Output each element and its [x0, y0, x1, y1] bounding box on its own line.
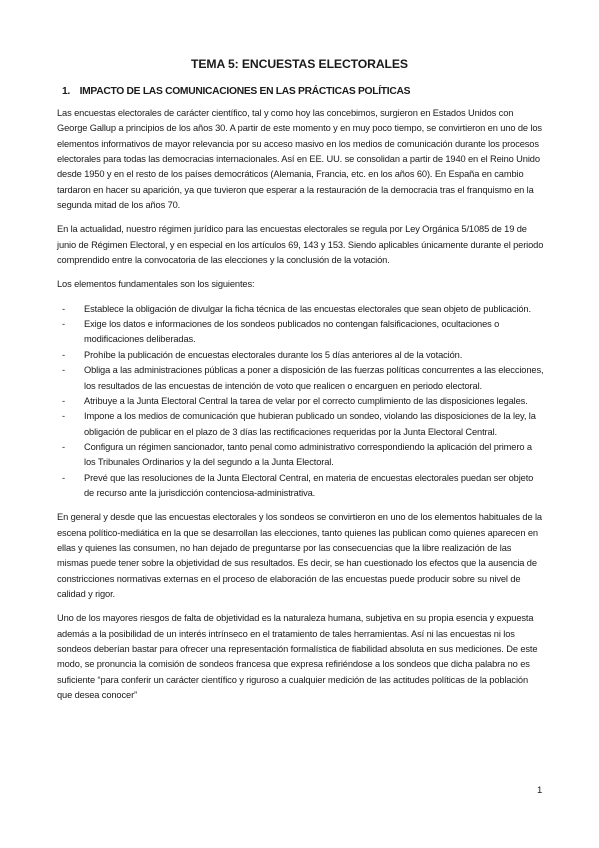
list-item: [57, 348, 545, 363]
list-marker: -: [62, 441, 65, 452]
fundamental-elements-list: [57, 302, 545, 501]
list-item: [57, 394, 545, 409]
list-marker: -: [62, 365, 65, 376]
list-marker: -: [62, 319, 65, 330]
page-number: 1: [537, 785, 543, 796]
list-item: [57, 409, 545, 440]
list-marker: -: [62, 472, 65, 483]
list-item: [57, 317, 545, 348]
list-item-text: Exige los datos e informaciones de los sondeos publicados no contengan falsificaciones, ocultaciones o modificaciones deliberadas.: [84, 319, 500, 345]
section-heading-text: IMPACTO DE LAS COMUNICACIONES EN LAS PRÁCTICAS POLÍTICAS: [79, 86, 411, 97]
paragraph: Las encuestas electorales de carácter científico, tal y como hoy las concebimos, surgieron en Estados Unidos con George Gallup a principios de los años 30. A partir de este momento y en muy poco tiempo, se convirtieron en uno de los elementos informativos de mayor relevancia por su acceso masivo en los medios de comunicación durante los procesos electorales para todas las democracias internacionales. Así en EE. UU. se consolidan a partir de 1940 en el Reino Unido desde 1950 y en el resto de los países democráticos (Alemania, Francia, etc. en los años 60). En España en cambio tardaron en hacer su aparición, ya que tuvieron que esperar a la restauración de la democracia tras el franquismo en la segunda mitad de los años 70.: [57, 108, 542, 211]
list-item: [57, 363, 545, 394]
list-marker: -: [62, 303, 65, 314]
list-marker: -: [62, 349, 65, 360]
list-marker: -: [62, 411, 65, 422]
list-item-text: Prevé que las resoluciones de la Junta Electoral Central, en materia de encuestas electorales puedan ser objeto de recurso ante la jurisdicción contenciosa-administrativa.: [84, 472, 534, 498]
list-marker: -: [62, 395, 65, 406]
paragraph: Los elementos fundamentales son los siguientes:: [57, 279, 255, 290]
list-item: [57, 440, 545, 471]
list-item-text: Configura un régimen sancionador, tanto penal como administrativo correspondiendo la aplicación del primero a los Tribunales Ordinarios y la del segundo a la Junta Electoral.: [84, 441, 532, 468]
section-number: 1.: [62, 86, 70, 97]
section-heading: [62, 86, 410, 97]
paragraph: En la actualidad, nuestro régimen jurídico para las encuestas electorales se regula por Ley Orgánica 5/1085 de 19 de junio de Régimen Electoral, y en especial en los artículos 69, 143 y 153. Siendo aplicables únicamente durante el periodo comprendido entre la convocatoria de las elecciones y la conclusión de la votación.: [57, 224, 544, 266]
paragraph: Uno de los mayores riesgos de falta de objetividad es la naturaleza humana, subjetiva en su propia esencia y expuesta además a la posibilidad de un interés intrínseco en el tratamiento de tales herramientas. Así ni las encuestas ni los sondeos deberían bastar para ofrecer una representación formalística de fiabilidad absoluta en sus mediciones. De este modo, se pronuncia la comisión de sondeos francesa que expresa refiriéndose a los sondeos que dicha palabra no es suficiente “para conferir un carácter científico y riguroso a cualquier medición de las actitudes políticas de la población que desea conocer”: [57, 613, 538, 701]
list-item-text: Atribuye a la Junta Electoral Central la tarea de velar por el correcto cumplimiento de las disposiciones legales.: [84, 395, 528, 406]
list-item-text: Establece la obligación de divulgar la ficha técnica de las encuestas electorales que sean objeto de publicación.: [84, 303, 531, 314]
document-body: [57, 106, 545, 712]
list-item-text: Obliga a las administraciones públicas a poner a disposición de las fuerzas políticas concurrentes a las elecciones, los resultados de las encuestas de intención de voto que realicen o encarguen en periodo electoral.: [84, 365, 544, 391]
document-title: TEMA 5: ENCUESTAS ELECTORALES: [191, 57, 408, 71]
paragraph: En general y desde que las encuestas electorales y los sondeos se convirtieron en uno de los elementos habituales de la escena político-mediática en la que se desarrollan las elecciones, tanto quienes las publican como quienes aparecen en ellas y quienes las consumen, no han dejado de preguntarse por las consecuencias que la libre realización de las mismas puede tener sobre la objetividad de sus resultados. Es decir, se han cuestionado los efectos que la ausencia de constricciones normativas externas en el proceso de elaboración de las encuestas puede producir sobre su nivel de calidad y rigor.: [57, 512, 542, 599]
list-item-text: Impone a los medios de comunicación que hubieran publicado un sondeo, violando las disposiciones de la ley, la obligación de publicar en el plazo de 3 días las rectificaciones requeridas por la Junta Electoral Central.: [84, 411, 536, 437]
list-item: [57, 471, 545, 502]
list-item: [57, 302, 545, 317]
list-item-text: Prohíbe la publicación de encuestas electorales durante los 5 días anteriores al de la votación.: [84, 349, 463, 360]
